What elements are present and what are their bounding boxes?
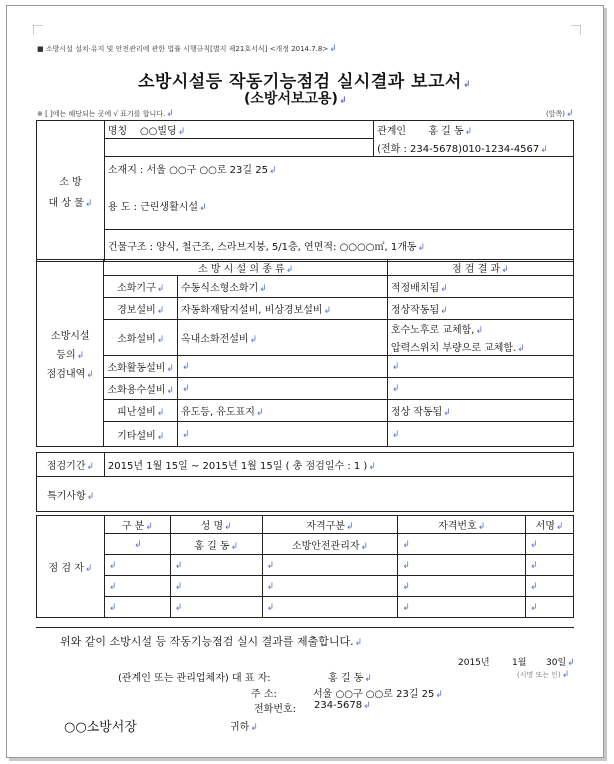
inspector-qual: 소방안전관리자↲ bbox=[262, 534, 398, 555]
facility-detail: 자동화재탐지설비, 비상경보설비↲ bbox=[177, 298, 387, 320]
facility-result: 정상 작동됨↲ bbox=[387, 400, 573, 422]
facility-category: 기타설비↲ bbox=[104, 422, 178, 447]
facility-detail: ↲ bbox=[177, 378, 387, 400]
target-table bbox=[36, 120, 574, 262]
facility-detail: 수동식소형소화기↲ bbox=[177, 276, 387, 298]
facility-detail: ↲ bbox=[177, 422, 387, 447]
inspector-type: ↲ bbox=[104, 597, 170, 618]
facility-result: ↲ bbox=[387, 356, 573, 378]
inspectors-col-sign: 서명↲ bbox=[526, 516, 574, 534]
target-phone-cell: (전화 : 234-5678)010-1234-4567↲ bbox=[374, 139, 574, 157]
inspector-sign: ↲ bbox=[526, 555, 574, 576]
facility-detail: 유도등, 유도표지↲ bbox=[177, 400, 387, 422]
inspector-qual: ↲ bbox=[262, 597, 398, 618]
phone-label: 전화번호: bbox=[254, 704, 297, 715]
representative-name: 홍 길 동↲ bbox=[328, 673, 372, 684]
facilities-table bbox=[36, 259, 574, 447]
inspector-qual: ↲ bbox=[262, 555, 398, 576]
corner-mark-top-left bbox=[33, 25, 43, 35]
footer-rule bbox=[36, 627, 574, 628]
facility-category: 소화활동설비↲ bbox=[104, 356, 178, 378]
inspector-name: 홍 길 동↲ bbox=[170, 534, 262, 555]
inspector-sign: ↲ bbox=[526, 576, 574, 597]
inspectors-section-label: 점 검 자↲ bbox=[37, 516, 105, 618]
inspector-num: ↲ bbox=[398, 555, 526, 576]
inspector-type: ↲ bbox=[104, 534, 170, 555]
address-label: 주 소: bbox=[251, 689, 277, 700]
address-value: 서울 ○○구 ○○로 23길 25↲ bbox=[313, 689, 443, 700]
submit-statement: 위와 같이 소방시설 등 작동기능점검 실시 결과를 제출합니다.↲ bbox=[60, 635, 363, 648]
target-manager-cell: 관계인 홍 길 동↲ bbox=[374, 121, 574, 139]
target-usage: 용 도 : 근린생활시설↲ bbox=[107, 202, 207, 213]
inspector-num: ↲ bbox=[398, 576, 526, 597]
inspectors-table bbox=[36, 515, 574, 618]
instruction-note: ※ [ ]에는 해당되는 곳에 √ 표기를 합니다.↲ bbox=[37, 109, 174, 119]
facility-category: 소화설비↲ bbox=[104, 320, 178, 356]
target-name-continue bbox=[104, 139, 373, 157]
facility-category: 피난설비↲ bbox=[104, 400, 178, 422]
facilities-result-header: 점 검 결 과↲ bbox=[387, 260, 573, 276]
inspectors-col-type: 구 분↲ bbox=[104, 516, 170, 534]
period-label: 점검기간↲ bbox=[37, 453, 105, 477]
facility-category: 소화용수설비↲ bbox=[104, 378, 178, 400]
inspector-num: ↲ bbox=[398, 597, 526, 618]
facility-detail: 옥내소화전설비↲ bbox=[177, 320, 387, 356]
inspectors-col-name: 성 명↲ bbox=[170, 516, 262, 534]
inspector-sign: ↲ bbox=[526, 597, 574, 618]
page-side-label: (앞쪽)↲ bbox=[546, 109, 574, 119]
date-month: 1월 bbox=[512, 658, 527, 668]
facilities-section-label: 소방시설 등의↲ 점검내역↲ bbox=[37, 260, 104, 447]
representative-label: (관계인 또는 관리업체자) 대 표 자: bbox=[118, 673, 271, 684]
page-title: 소방시설등 작동기능점검 실시결과 보고서↲ bbox=[138, 72, 471, 92]
facility-category: 소화기구↲ bbox=[104, 276, 178, 298]
facility-result: 정상작동됨↲ bbox=[387, 298, 573, 320]
target-address-usage-cell bbox=[104, 157, 573, 230]
inspector-num: ↲ bbox=[398, 534, 526, 555]
facility-result: 호수노후로 교체함,↲ 압력스위치 부량으로 교체함.↲ bbox=[387, 320, 573, 356]
inspector-name: ↲ bbox=[170, 555, 262, 576]
inspector-sign: ↲ bbox=[526, 534, 574, 555]
special-label: 특기사항↲ bbox=[37, 477, 105, 512]
regulation-note: ■ 소방시설 설치·유지 및 안전관리에 관한 법률 시행규칙[별지 제21호서식] <개정 2014.7.8>↲ bbox=[37, 44, 337, 54]
page-subtitle: (소방서보고용)↲ bbox=[244, 91, 347, 107]
facility-result: ↲ bbox=[387, 378, 573, 400]
inspectors-col-num: 자격번호↲ bbox=[398, 516, 526, 534]
signature-note: (서명 또는 인)↲ bbox=[517, 670, 570, 680]
inspector-qual: ↲ bbox=[262, 576, 398, 597]
recipient-suffix: 귀하↲ bbox=[230, 722, 258, 733]
target-section-label: 소 방 대 상 물↲ bbox=[37, 121, 105, 262]
special-value bbox=[104, 477, 573, 512]
inspector-name: ↲ bbox=[170, 576, 262, 597]
facility-category: 경보설비↲ bbox=[104, 298, 178, 320]
facilities-kind-header: 소 방 시 설 의 종 류↲ bbox=[104, 260, 387, 276]
target-name-cell: 명칭 ○○빌딩↲ bbox=[104, 121, 373, 139]
target-structure-cell: 건물구조 : 양식, 철근조, 스라브지붕, 5/1층, 연면적: ○○○○㎡, 1개동↲ bbox=[104, 230, 573, 262]
facility-result: 적정배치됨↲ bbox=[387, 276, 573, 298]
inspectors-col-qual: 자격구분↲ bbox=[262, 516, 398, 534]
inspector-type: ↲ bbox=[104, 576, 170, 597]
target-address: 소재지 : 서울 ○○구 ○○로 23길 25↲ bbox=[107, 165, 277, 176]
inspector-type: ↲ bbox=[104, 555, 170, 576]
facility-detail: ↲ bbox=[177, 356, 387, 378]
date-day: 30일↲ bbox=[546, 658, 575, 668]
recipient-name: ○○소방서장 bbox=[64, 720, 137, 735]
date-year: 2015년 bbox=[458, 658, 490, 668]
phone-value: 234-5678↲ bbox=[314, 700, 371, 711]
corner-mark-top-right bbox=[571, 25, 581, 35]
facility-result: ↲ bbox=[387, 422, 573, 447]
period-special-table bbox=[36, 452, 574, 512]
inspector-name: ↲ bbox=[170, 597, 262, 618]
period-value: 2015년 1월 15일 ~ 2015년 1월 15일 ( 총 점검일수 : 1 )↲ bbox=[104, 453, 573, 477]
